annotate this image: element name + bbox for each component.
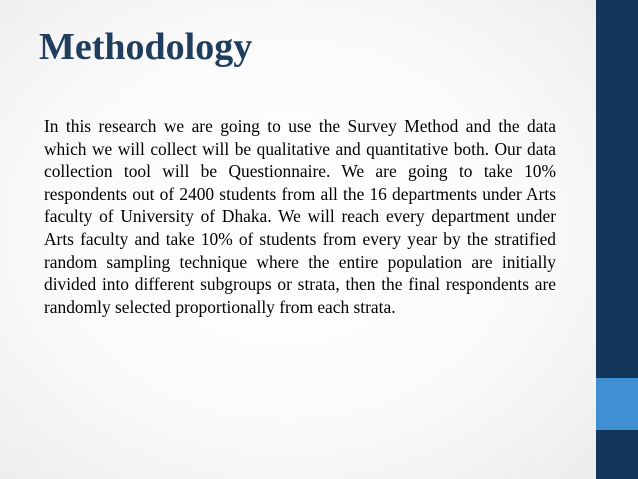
slide-body-text: In this research we are going to use the Survey Method and the data which we will collect will be qualitative and quantitative both. Our data collection tool will be Questionnaire. We are going to take 10% respondents out of 2400 students from all the 16 departments under Arts faculty of University of Dhaka. We will reach every department under Arts faculty and take 10% of students from every year by the stratified random sampling technique where the entire population are initially divided into different subgroups or strata, then the final respondents are randomly selected proportionally from each strata. (44, 116, 556, 317)
decorative-accent-block (596, 378, 638, 430)
slide-title: Methodology (39, 26, 253, 68)
